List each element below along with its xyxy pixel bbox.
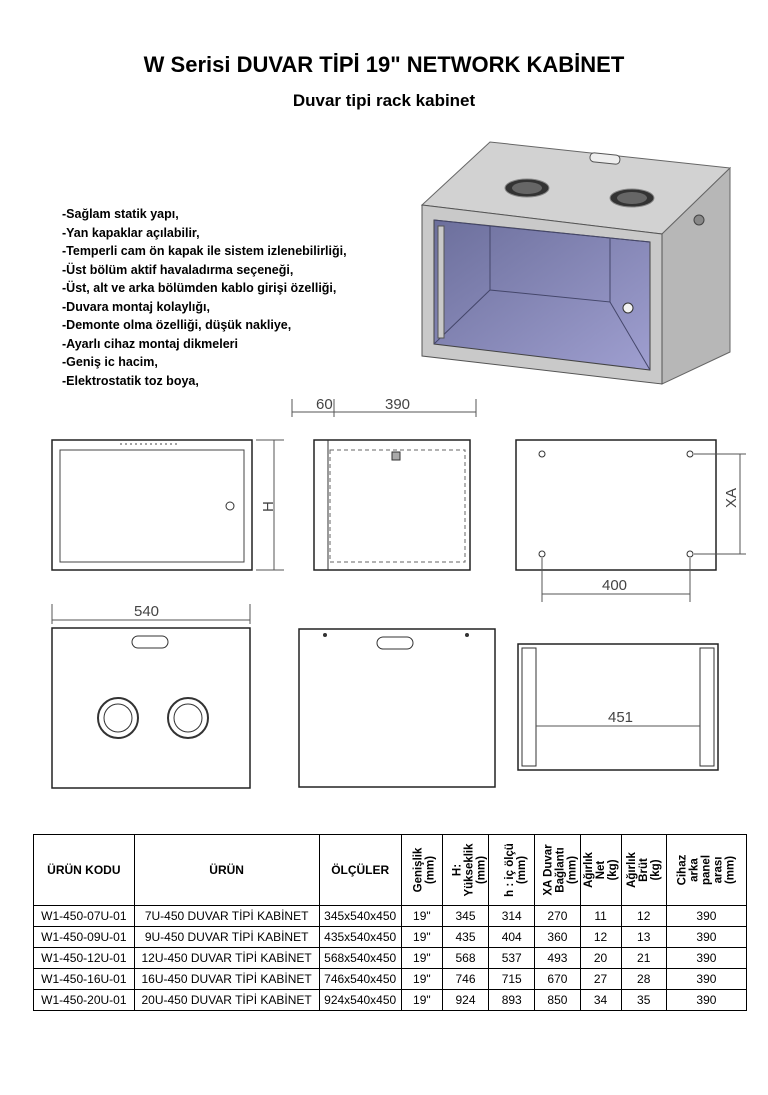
cell-net: 11	[580, 906, 621, 927]
header-xa: XA Duvar Bağlantı (mm)	[535, 835, 580, 906]
cell-rear: 390	[666, 906, 746, 927]
table-row	[34, 969, 747, 990]
cell-xa: 670	[535, 969, 580, 990]
dim-height-label: H	[260, 501, 277, 512]
table-row	[34, 948, 747, 969]
header-height: H: Yükseklik (mm)	[442, 835, 488, 906]
feature-item: -Geniş ic hacim,	[62, 355, 158, 369]
cell-code: W1-450-16U-01	[34, 969, 135, 990]
cell-gross: 12	[621, 906, 666, 927]
header-gross: Ağırlık Brüt (kg)	[621, 835, 666, 906]
rear-outer-frame	[516, 440, 716, 570]
cell-net: 20	[580, 948, 621, 969]
page-subtitle: Duvar tipi rack kabinet	[292, 91, 476, 110]
cell-product: 12U-450 DUVAR TİPİ KABİNET	[134, 948, 319, 969]
feature-item: -Demonte olma özelliği, düşük nakliye,	[62, 318, 292, 332]
cell-height: 435	[442, 927, 488, 948]
bottom-view-drawing	[295, 625, 500, 792]
cell-size: 435x540x450	[319, 927, 401, 948]
header-inner: h : iç ölçü (mm)	[489, 835, 535, 906]
spec-header-row	[34, 835, 747, 906]
table-row	[34, 906, 747, 927]
cell-height: 345	[442, 906, 488, 927]
cell-width: 19"	[401, 906, 442, 927]
header-code: ÜRÜN KODU	[34, 835, 135, 906]
front-view-drawing	[50, 436, 290, 576]
cell-net: 12	[580, 927, 621, 948]
feature-item: -Duvara montaj kolaylığı,	[62, 299, 210, 314]
side-depth-dimension	[290, 395, 480, 417]
cell-xa: 360	[535, 927, 580, 948]
fan-icon	[617, 192, 647, 204]
cell-size: 345x540x450	[319, 906, 401, 927]
cell-rear: 390	[666, 969, 746, 990]
dim-451-label: 451	[608, 709, 634, 726]
side-view-drawing	[310, 436, 475, 576]
header-width: Genişlik (mm)	[401, 835, 442, 906]
cell-rear: 390	[666, 948, 746, 969]
inner-front-view-drawing	[514, 640, 724, 775]
header-rear: Cihaz arka panel arası (mm)	[666, 835, 746, 906]
side-lock-icon	[694, 215, 704, 225]
cell-width: 19"	[401, 948, 442, 969]
top-view-drawing	[48, 600, 258, 792]
cell-code: W1-450-12U-01	[34, 948, 135, 969]
cell-gross: 21	[621, 948, 666, 969]
cell-product: 7U-450 DUVAR TİPİ KABİNET	[134, 906, 319, 927]
front-outer-frame	[52, 440, 252, 570]
page-title: W Serisi DUVAR TİPİ 19" NETWORK KABİNET	[143, 52, 625, 77]
cell-width: 19"	[401, 969, 442, 990]
top-outer-frame	[52, 628, 250, 788]
cell-inner: 404	[489, 927, 535, 948]
cell-gross: 28	[621, 969, 666, 990]
cell-width: 19"	[401, 990, 442, 1011]
header-product: ÜRÜN	[134, 835, 319, 906]
header-size: ÖLÇÜLER	[319, 835, 401, 906]
table-row	[34, 927, 747, 948]
feature-item: -Temperli cam ön kapak ile sistem izlenebilirliği,	[62, 244, 347, 258]
feature-list	[62, 205, 347, 390]
cell-product: 20U-450 DUVAR TİPİ KABİNET	[134, 990, 319, 1011]
inner-outer-frame	[518, 644, 718, 770]
cell-gross: 13	[621, 927, 666, 948]
cell-code: W1-450-09U-01	[34, 927, 135, 948]
bottom-outer-frame	[299, 629, 495, 787]
mount-hole-icon	[323, 633, 327, 637]
cell-product: 9U-450 DUVAR TİPİ KABİNET	[134, 927, 319, 948]
cell-rear: 390	[666, 927, 746, 948]
dim-xa-label: XA	[723, 487, 740, 508]
cell-inner: 314	[489, 906, 535, 927]
header-net: Ağırlık Net (kg)	[580, 835, 621, 906]
cell-size: 568x540x450	[319, 948, 401, 969]
cell-height: 924	[442, 990, 488, 1011]
cell-product: 16U-450 DUVAR TİPİ KABİNET	[134, 969, 319, 990]
lock-icon	[392, 452, 400, 460]
cell-xa: 270	[535, 906, 580, 927]
cell-xa: 850	[535, 990, 580, 1011]
rear-view-drawing	[512, 436, 760, 606]
feature-item: -Elektrostatik toz boya,	[62, 373, 199, 388]
cell-width: 19"	[401, 927, 442, 948]
cell-height: 568	[442, 948, 488, 969]
feature-item: -Yan kapaklar açılabilir,	[62, 225, 200, 240]
feature-item: -Üst bölüm aktif havaladırma seçeneği,	[62, 262, 294, 277]
fan-icon	[512, 182, 542, 194]
cell-gross: 35	[621, 990, 666, 1011]
cabinet-3d-illustration	[410, 130, 760, 385]
cell-height: 746	[442, 969, 488, 990]
feature-item: -Üst, alt ve arka bölümden kablo girişi özelliği,	[62, 281, 337, 295]
feature-item: -Sağlam statik yapı,	[62, 207, 179, 221]
dim-390-label: 390	[385, 396, 411, 413]
table-row	[34, 990, 747, 1011]
cell-net: 34	[580, 990, 621, 1011]
lock-icon	[623, 303, 633, 313]
cell-rear: 390	[666, 990, 746, 1011]
cell-inner: 715	[489, 969, 535, 990]
cell-size: 924x540x450	[319, 990, 401, 1011]
cell-inner: 893	[489, 990, 535, 1011]
dim-60-label: 60	[316, 396, 333, 413]
cell-xa: 493	[535, 948, 580, 969]
spec-table	[33, 834, 747, 1011]
cell-code: W1-450-20U-01	[34, 990, 135, 1011]
cell-inner: 537	[489, 948, 535, 969]
cell-size: 746x540x450	[319, 969, 401, 990]
feature-item: -Ayarlı cihaz montaj dikmeleri	[62, 336, 238, 351]
dim-540-label: 540	[134, 603, 160, 620]
mount-hole-icon	[465, 633, 469, 637]
mounting-rail	[438, 226, 444, 338]
cell-net: 27	[580, 969, 621, 990]
dim-400-label: 400	[602, 577, 628, 594]
cell-code: W1-450-07U-01	[34, 906, 135, 927]
